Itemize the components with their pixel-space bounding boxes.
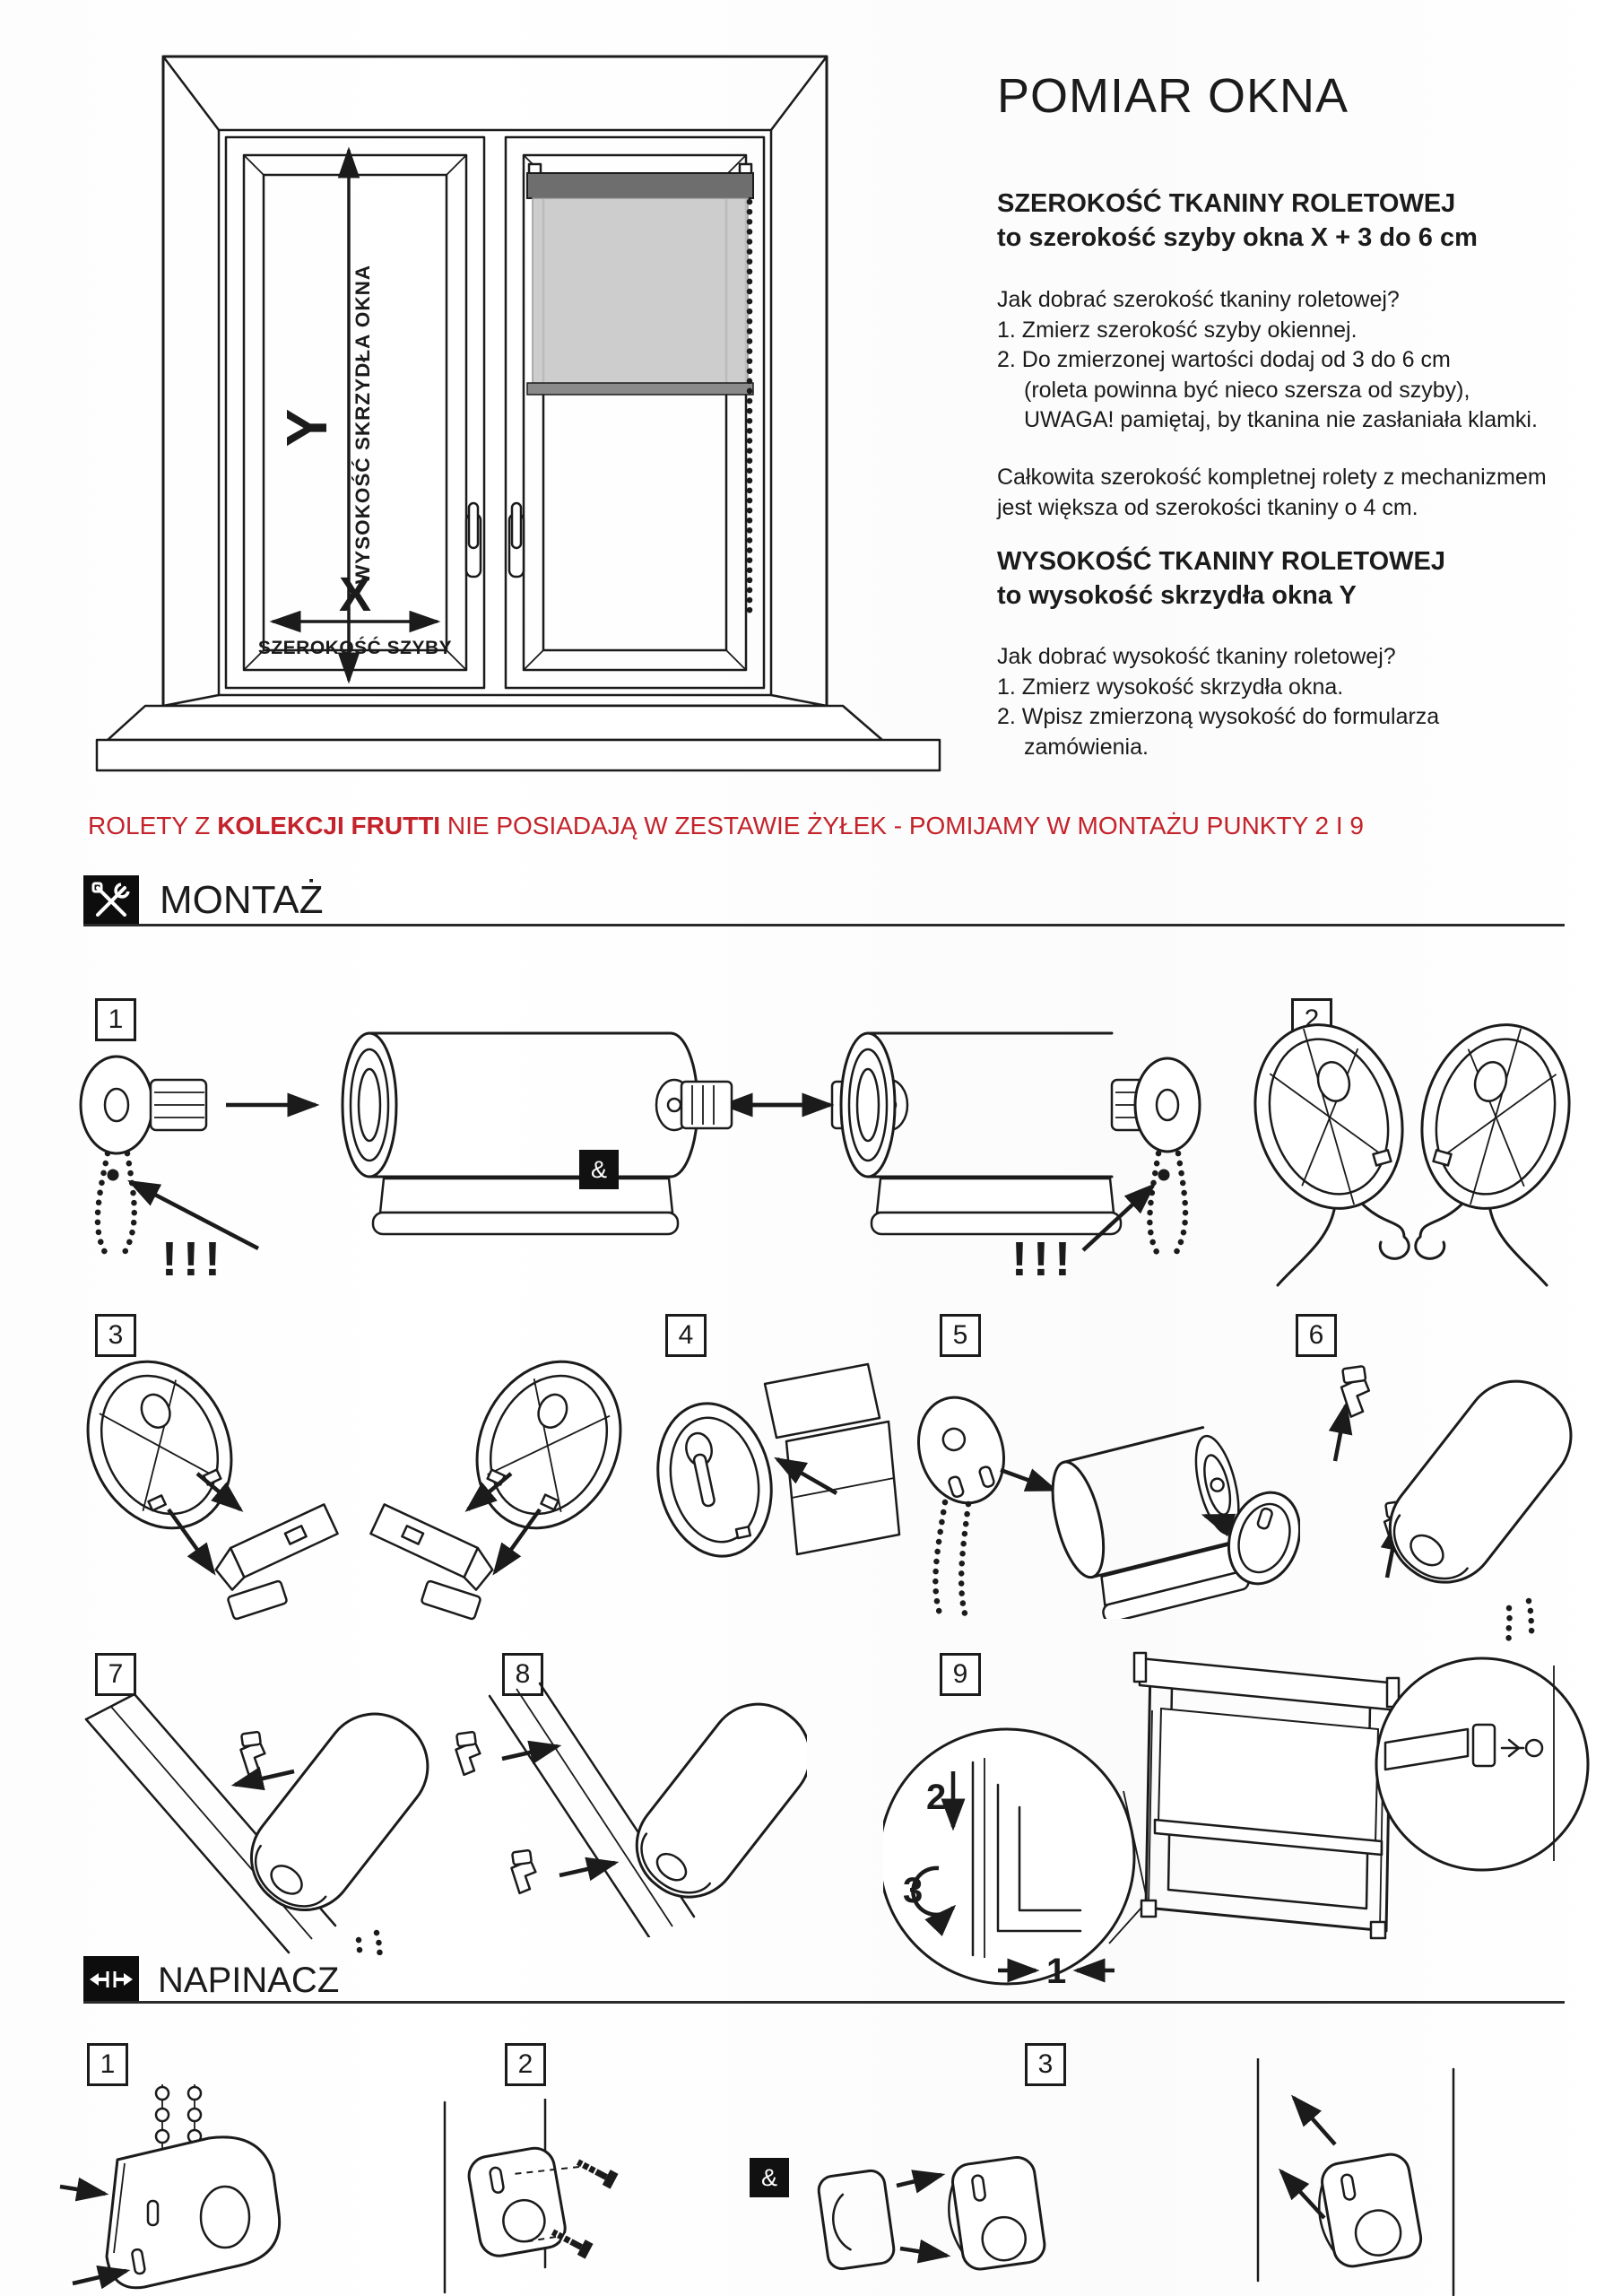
montaz-step-3-number: 3 xyxy=(95,1314,136,1357)
blind-fabric xyxy=(533,198,748,385)
montaz-step-2-illustration xyxy=(1228,991,1596,1287)
tensioner-cover xyxy=(817,2169,896,2270)
and-symbol: & xyxy=(579,1150,619,1189)
width-note-line1: Całkowita szerokość kompletnej rolety z mechanizmem xyxy=(997,465,1547,490)
side-bracket-plate xyxy=(650,1393,785,1567)
blind-bottom-bar xyxy=(527,383,753,395)
attach-arrow xyxy=(1001,1470,1054,1490)
screw xyxy=(574,2154,619,2188)
end-cap xyxy=(656,1080,732,1130)
montaz-step-6-number: 6 xyxy=(1296,1314,1337,1357)
montaz-step-4-illustration xyxy=(650,1359,906,1619)
wire-clip xyxy=(1141,1900,1156,1917)
bead-chain xyxy=(359,1940,360,1955)
bead-chain xyxy=(935,1502,945,1613)
width-note xyxy=(997,463,1547,523)
montaz-step-4-number: 4 xyxy=(665,1314,707,1357)
mounting-clip xyxy=(368,1504,498,1592)
width-step2a: 2. Do zmierzonej wartości dodaj od 3 do 6 cm xyxy=(997,347,1451,372)
remove-arrow xyxy=(1281,2171,1324,2218)
montaz-step-7-illustration xyxy=(63,1682,448,1955)
tensioner-body xyxy=(942,2155,1046,2273)
chain-connector xyxy=(1158,1170,1170,1181)
detail-3-label: 3 xyxy=(903,1871,924,1910)
x-caption: SZEROKOŚĆ SZYBY xyxy=(257,638,453,658)
roller-assembly xyxy=(1369,1361,1592,1604)
bead-chain xyxy=(1508,1608,1509,1640)
chain-mechanism xyxy=(81,1057,206,1254)
lift-arrow xyxy=(1335,1405,1346,1461)
napinacz-step-2-illustration xyxy=(430,2099,740,2296)
montaz-step-7-number: 7 xyxy=(95,1653,136,1696)
napinacz-cover-illustration xyxy=(807,2121,1063,2296)
window-measurement-diagram xyxy=(63,40,950,803)
bead-chain xyxy=(98,1153,108,1254)
height-step2a: 2. Wpisz zmierzoną wysokość do formularza xyxy=(997,704,1440,729)
height-heading-line2: to wysokość skrzydła okna Y xyxy=(997,581,1357,610)
width-step2b: (roleta powinna być nieco szersza od szyby), xyxy=(1024,377,1470,403)
roller-assembly xyxy=(231,1693,448,1930)
napinacz-rule xyxy=(83,2001,1565,2004)
napinacz-step-3-illustration xyxy=(1242,2058,1479,2296)
line-cords xyxy=(1278,1205,1547,1285)
montaz-step-9-number: 9 xyxy=(940,1653,981,1696)
pointer-arrow xyxy=(60,2187,105,2194)
window-sill xyxy=(97,706,940,770)
montaz-step-1-illustration xyxy=(54,987,1201,1287)
wire-clip xyxy=(1371,1922,1385,1938)
napinacz-step-2-number: 2 xyxy=(505,2043,546,2086)
remove-arrow xyxy=(1294,2098,1335,2144)
napinacz-step-3-number: 3 xyxy=(1025,2043,1066,2086)
notice-part1: ROLETY Z xyxy=(88,812,218,839)
height-intro: Jak dobrać wysokość tkaniny roletowej? xyxy=(997,644,1396,669)
side-bracket-plate xyxy=(1234,1007,1423,1226)
montaz-step-5-illustration xyxy=(906,1368,1300,1619)
width-heading xyxy=(997,187,1478,255)
napinacz-title: NAPINACZ xyxy=(158,1961,340,2000)
blind-header-bar xyxy=(527,173,753,198)
napinacz-step-1-illustration xyxy=(58,2081,300,2296)
side-bracket-plate xyxy=(451,1359,646,1552)
notice-part2: NIE POSIADAJĄ W ZESTAWIE ŻYŁEK - POMIJAMY W MONTAŻU PUNKTY 2 I 9 xyxy=(440,812,1364,839)
chain-bracket xyxy=(906,1387,1017,1515)
y-label: Y xyxy=(274,408,339,448)
side-bracket-plate xyxy=(1401,1007,1590,1226)
hook-clip xyxy=(454,1731,482,1775)
roller-blind xyxy=(527,164,753,614)
roller-tube xyxy=(343,1033,698,1234)
width-step1: 1. Zmierz szerokość szyby okiennej. xyxy=(997,317,1357,343)
tensioner-body xyxy=(466,2145,568,2259)
warning-marks: !!! xyxy=(1011,1232,1076,1286)
hook-clip xyxy=(239,1731,267,1775)
height-step1: 1. Zmierz wysokość skrzydła okna. xyxy=(997,674,1344,700)
tensioner-arrows-icon xyxy=(83,1956,139,2003)
frutti-notice xyxy=(88,812,1364,840)
width-heading-line1: SZEROKOŚĆ TKANINY ROLETOWEJ xyxy=(997,189,1456,218)
mounting-clip xyxy=(210,1504,340,1592)
montaz-step-9-illustration xyxy=(883,1637,1618,2000)
height-instructions xyxy=(997,642,1439,762)
height-step2b: zamówienia. xyxy=(1024,734,1149,760)
notice-bold: KOLEKCJI FRUTTI xyxy=(217,812,441,839)
width-instructions xyxy=(997,285,1538,436)
snap-arrow xyxy=(897,2175,941,2186)
hook-clip xyxy=(509,1849,538,1893)
montaz-step-5-number: 5 xyxy=(940,1314,981,1357)
y-caption: WYSOKOŚĆ SKRZYDŁA OKNA xyxy=(351,264,374,585)
width-heading-line2: to szerokość szyby okna X + 3 do 6 cm xyxy=(997,223,1478,252)
roller-tube xyxy=(1043,1423,1261,1619)
chain-mechanism xyxy=(1112,1058,1200,1252)
side-bracket-plate xyxy=(63,1359,257,1552)
tools-icon xyxy=(83,875,139,926)
roller-tube xyxy=(841,1033,1121,1234)
montaz-step-2-number: 2 xyxy=(1291,998,1332,1041)
mounted-blind-window xyxy=(1134,1653,1399,1938)
montaz-step-6-illustration xyxy=(1296,1341,1600,1641)
adhesive-pad xyxy=(765,1364,899,1554)
window-handles xyxy=(466,503,524,577)
snap-arrow xyxy=(900,2248,947,2256)
slide-arrow xyxy=(235,1771,294,1785)
width-step2c: UWAGA! pamiętaj, by tkanina nie zasłaniała klamki. xyxy=(1024,407,1538,432)
montaz-step-8-number: 8 xyxy=(502,1653,543,1696)
x-label: X xyxy=(338,568,372,622)
warning-marks: !!! xyxy=(161,1232,226,1286)
measure-x xyxy=(258,568,452,658)
page-title: POMIAR OKNA xyxy=(997,69,1349,123)
montaz-step-3-illustration xyxy=(63,1359,646,1628)
width-intro: Jak dobrać szerokość tkaniny roletowej? xyxy=(997,287,1400,312)
montaz-rule xyxy=(83,924,1565,926)
chain-connector xyxy=(108,1170,119,1181)
bracket-detail-magnifier xyxy=(1376,1658,1588,1870)
width-note-line2: jest większa od szerokości tkaniny o 4 cm. xyxy=(997,494,1418,520)
height-heading-line1: WYSOKOŚĆ TKANINY ROLETOWEJ xyxy=(997,547,1446,576)
detail-1-label: 1 xyxy=(1046,1952,1067,1991)
roller-assembly xyxy=(617,1684,807,1917)
height-heading xyxy=(997,544,1445,613)
montaz-step-8-illustration xyxy=(439,1682,807,1937)
montaz-title: MONTAŻ xyxy=(160,878,324,922)
detail-2-label: 2 xyxy=(926,1778,947,1817)
corner-detail-magnifier xyxy=(883,1729,1147,1991)
and-symbol: & xyxy=(750,2158,789,2197)
napinacz-step-1-number: 1 xyxy=(87,2043,128,2086)
montaz-step-1-number: 1 xyxy=(95,998,136,1041)
tensioner-body xyxy=(1311,2152,1424,2271)
tensioner-body xyxy=(107,2137,280,2288)
